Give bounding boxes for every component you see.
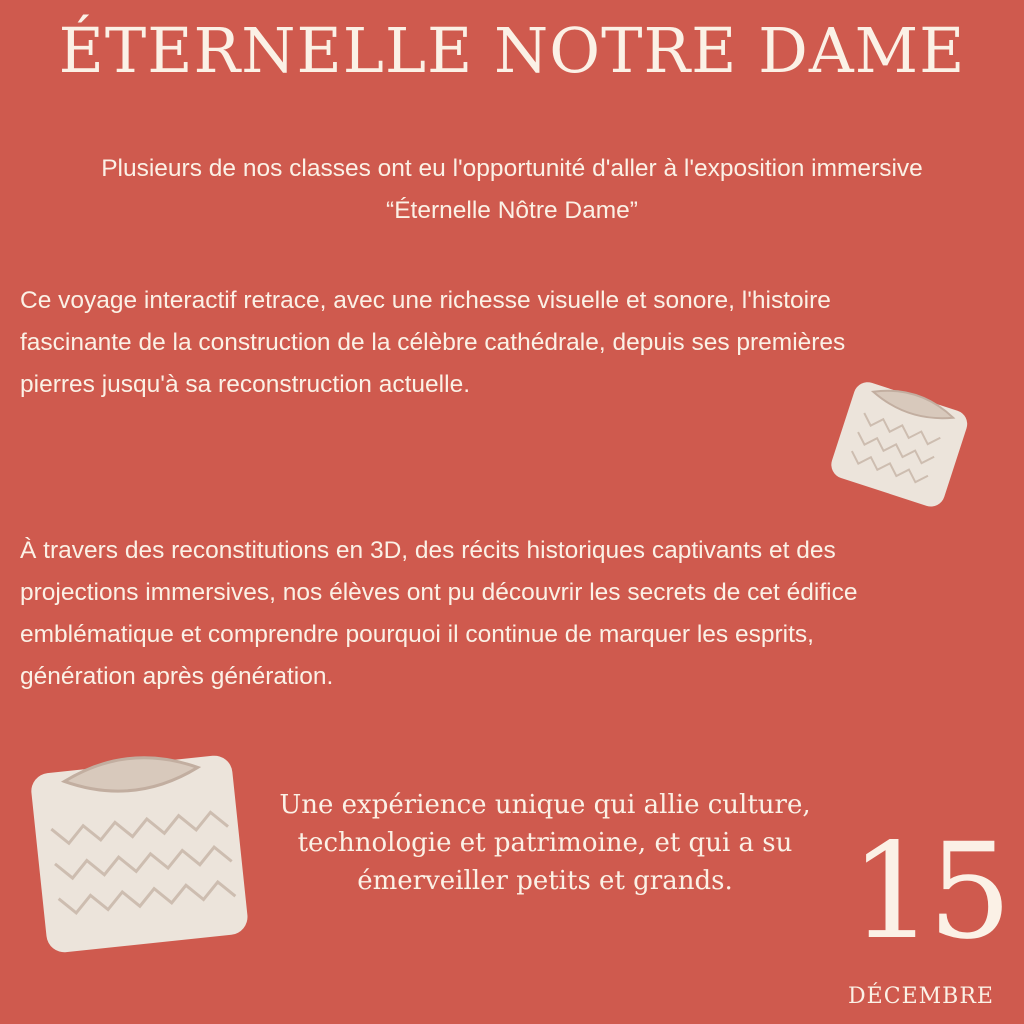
quote-line: émerveiller petits et grands. bbox=[357, 866, 733, 896]
page-title: ÉTERNELLE NOTRE DAME bbox=[58, 14, 966, 87]
quote-line: technologie et patrimoine, et qui a su bbox=[297, 828, 793, 858]
sweater-illustration bbox=[24, 740, 254, 960]
paragraph-line: projections immersives, nos élèves ont pu découvrir les secrets de cet édifice bbox=[20, 579, 858, 606]
paragraph-line: emblématique et comprendre pourquoi il continue de marquer les esprits, bbox=[20, 621, 814, 648]
intro-line: “Éternelle Nôtre Dame” bbox=[386, 197, 638, 224]
date-day: 15 bbox=[850, 815, 1006, 969]
quote-line: Une expérience unique qui allie culture, bbox=[279, 790, 811, 820]
paragraph-line: génération après génération. bbox=[20, 663, 334, 690]
discovery-paragraph bbox=[20, 530, 1024, 698]
sweater-illustration bbox=[818, 380, 978, 510]
paragraph-line: pierres jusqu'à sa reconstruction actuelle. bbox=[20, 371, 470, 398]
paragraph-line: fascinante de la construction de la célèbre cathédrale, depuis ses premières bbox=[20, 329, 846, 356]
paragraph-line: À travers des reconstitutions en 3D, des récits historiques captivants et des bbox=[20, 537, 836, 564]
paragraph-line: Ce voyage interactif retrace, avec une richesse visuelle et sonore, l'histoire bbox=[20, 287, 831, 314]
intro-line: Plusieurs de nos classes ont eu l'opportunité d'aller à l'exposition immersive bbox=[101, 155, 923, 182]
intro-paragraph bbox=[0, 148, 1024, 232]
closing-quote bbox=[250, 786, 840, 900]
date-month: DÉCEMBRE bbox=[848, 984, 994, 1009]
